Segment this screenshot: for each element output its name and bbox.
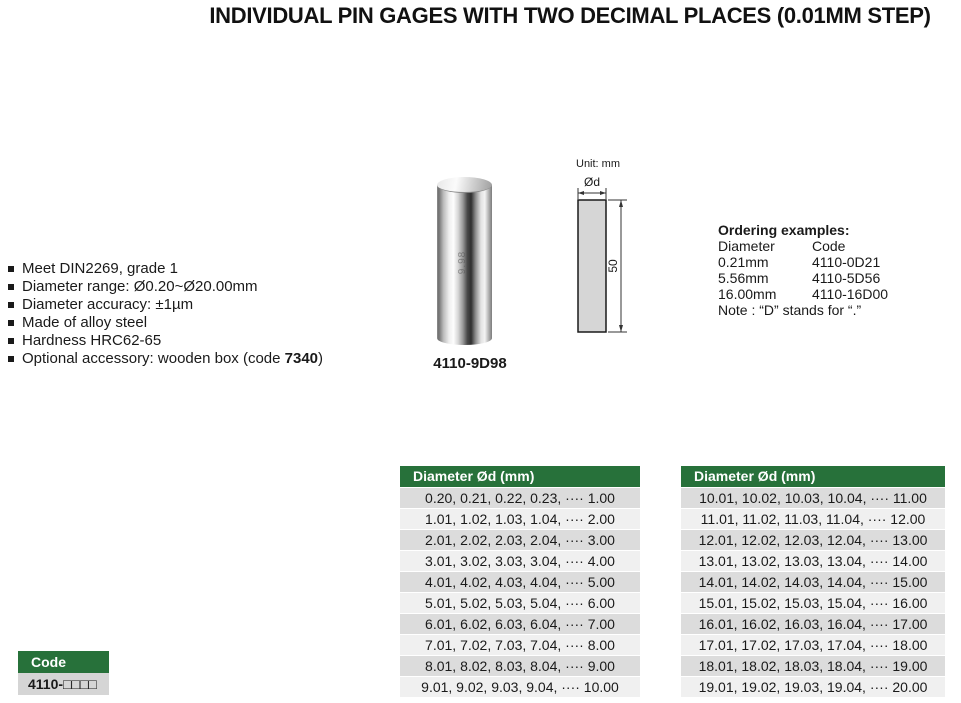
bullet-icon bbox=[8, 320, 14, 326]
code-header: Code bbox=[18, 651, 109, 673]
diameter-table-2 bbox=[681, 466, 945, 698]
diameter-table-1 bbox=[400, 466, 640, 698]
table-row: 10.01, 10.02, 10.03, 10.04, ···· 11.00 bbox=[681, 488, 945, 508]
table-row: 1.01, 1.02, 1.03, 1.04, ···· 2.00 bbox=[400, 509, 640, 529]
ordering-examples bbox=[718, 222, 928, 318]
page-title: INDIVIDUAL PIN GAGES WITH TWO DECIMAL PLACES (0.01MM STEP) bbox=[209, 3, 931, 28]
table-row: 17.01, 17.02, 17.03, 17.04, ···· 18.00 bbox=[681, 635, 945, 655]
unit-label: Unit: mm bbox=[576, 158, 620, 170]
spec-item-optional-accessory bbox=[8, 350, 388, 368]
ordering-diameter: 5.56mm bbox=[718, 270, 769, 286]
table-row: 6.01, 6.02, 6.03, 6.04, ···· 7.00 bbox=[400, 614, 640, 634]
spec-item bbox=[8, 278, 388, 296]
dimension-drawing bbox=[572, 170, 632, 338]
accessory-code: 7340 bbox=[284, 350, 319, 367]
table-row: 3.01, 3.02, 3.03, 3.04, ···· 4.00 bbox=[400, 551, 640, 571]
ordering-row bbox=[718, 270, 928, 286]
ordering-code: 4110-0D21 bbox=[812, 254, 881, 270]
width-dimension-label: Ød bbox=[583, 175, 601, 189]
ordering-row bbox=[718, 254, 928, 270]
ordering-diameter: 16.00mm bbox=[718, 286, 777, 302]
ordering-code: 4110-5D56 bbox=[812, 270, 881, 286]
ordering-code: 4110-16D00 bbox=[812, 286, 889, 302]
spec-item bbox=[8, 314, 388, 332]
table-row: 4.01, 4.02, 4.03, 4.04, ···· 5.00 bbox=[400, 572, 640, 592]
ordering-heading: Ordering examples: bbox=[718, 222, 850, 238]
bullet-icon bbox=[8, 302, 14, 308]
table-row: 18.01, 18.02, 18.03, 18.04, ···· 19.00 bbox=[681, 656, 945, 676]
pin-model-caption: 4110-9D98 bbox=[433, 355, 507, 372]
table-row: 7.01, 7.02, 7.03, 7.04, ···· 8.00 bbox=[400, 635, 640, 655]
bullet-icon bbox=[8, 338, 14, 344]
spec-list bbox=[8, 260, 388, 368]
spec-item-text: Optional accessory: wooden box (code 7340) bbox=[22, 350, 324, 367]
table-row: 16.01, 16.02, 16.03, 16.04, ···· 17.00 bbox=[681, 614, 945, 634]
bullet-icon bbox=[8, 356, 14, 362]
spec-item bbox=[8, 260, 388, 278]
pin-engraving-text: 9.98 bbox=[457, 250, 469, 275]
spec-item-text: Diameter range: Ø0.20~Ø20.00mm bbox=[22, 278, 258, 295]
table-row: 14.01, 14.02, 14.03, 14.04, ···· 15.00 bbox=[681, 572, 945, 592]
ordering-col-code: Code bbox=[812, 238, 846, 254]
code-pattern: 4110-□□□□ bbox=[18, 673, 109, 695]
table-row: 2.01, 2.02, 2.03, 2.04, ···· 3.00 bbox=[400, 530, 640, 550]
table-row: 13.01, 13.02, 13.03, 13.04, ···· 14.00 bbox=[681, 551, 945, 571]
height-dimension-label: 50 bbox=[606, 259, 620, 273]
ordering-note: Note : “D” stands for “.” bbox=[718, 302, 862, 318]
spec-item-text: Meet DIN2269, grade 1 bbox=[22, 260, 178, 277]
table-row: 8.01, 8.02, 8.03, 8.04, ···· 9.00 bbox=[400, 656, 640, 676]
gage-cross-section bbox=[578, 200, 606, 332]
table-row: 5.01, 5.02, 5.03, 5.04, ···· 6.00 bbox=[400, 593, 640, 613]
table-row: 12.01, 12.02, 12.03, 12.04, ···· 13.00 bbox=[681, 530, 945, 550]
table-header: Diameter Ød (mm) bbox=[400, 466, 640, 487]
bullet-icon bbox=[8, 266, 14, 272]
spec-item-text: Hardness HRC62-65 bbox=[22, 332, 162, 349]
bullet-icon bbox=[8, 284, 14, 290]
spec-item-text: Made of alloy steel bbox=[22, 314, 148, 331]
table-row: 15.01, 15.02, 15.03, 15.04, ···· 16.00 bbox=[681, 593, 945, 613]
ordering-header-row bbox=[718, 238, 928, 254]
spec-item bbox=[8, 296, 388, 314]
table-header: Diameter Ød (mm) bbox=[681, 466, 945, 487]
code-block bbox=[18, 651, 109, 695]
table-row: 11.01, 11.02, 11.03, 11.04, ···· 12.00 bbox=[681, 509, 945, 529]
spec-item-text: Diameter accuracy: ±1µm bbox=[22, 296, 194, 313]
ordering-col-diameter: Diameter bbox=[718, 238, 775, 254]
pin-top-cap bbox=[437, 177, 492, 193]
pin-gage-image bbox=[437, 177, 492, 345]
spec-item bbox=[8, 332, 388, 350]
ordering-diameter: 0.21mm bbox=[718, 254, 769, 270]
table-row: 19.01, 19.02, 19.03, 19.04, ···· 20.00 bbox=[681, 677, 945, 697]
table-row: 9.01, 9.02, 9.03, 9.04, ···· 10.00 bbox=[400, 677, 640, 697]
table-row: 0.20, 0.21, 0.22, 0.23, ···· 1.00 bbox=[400, 488, 640, 508]
ordering-row bbox=[718, 286, 928, 302]
